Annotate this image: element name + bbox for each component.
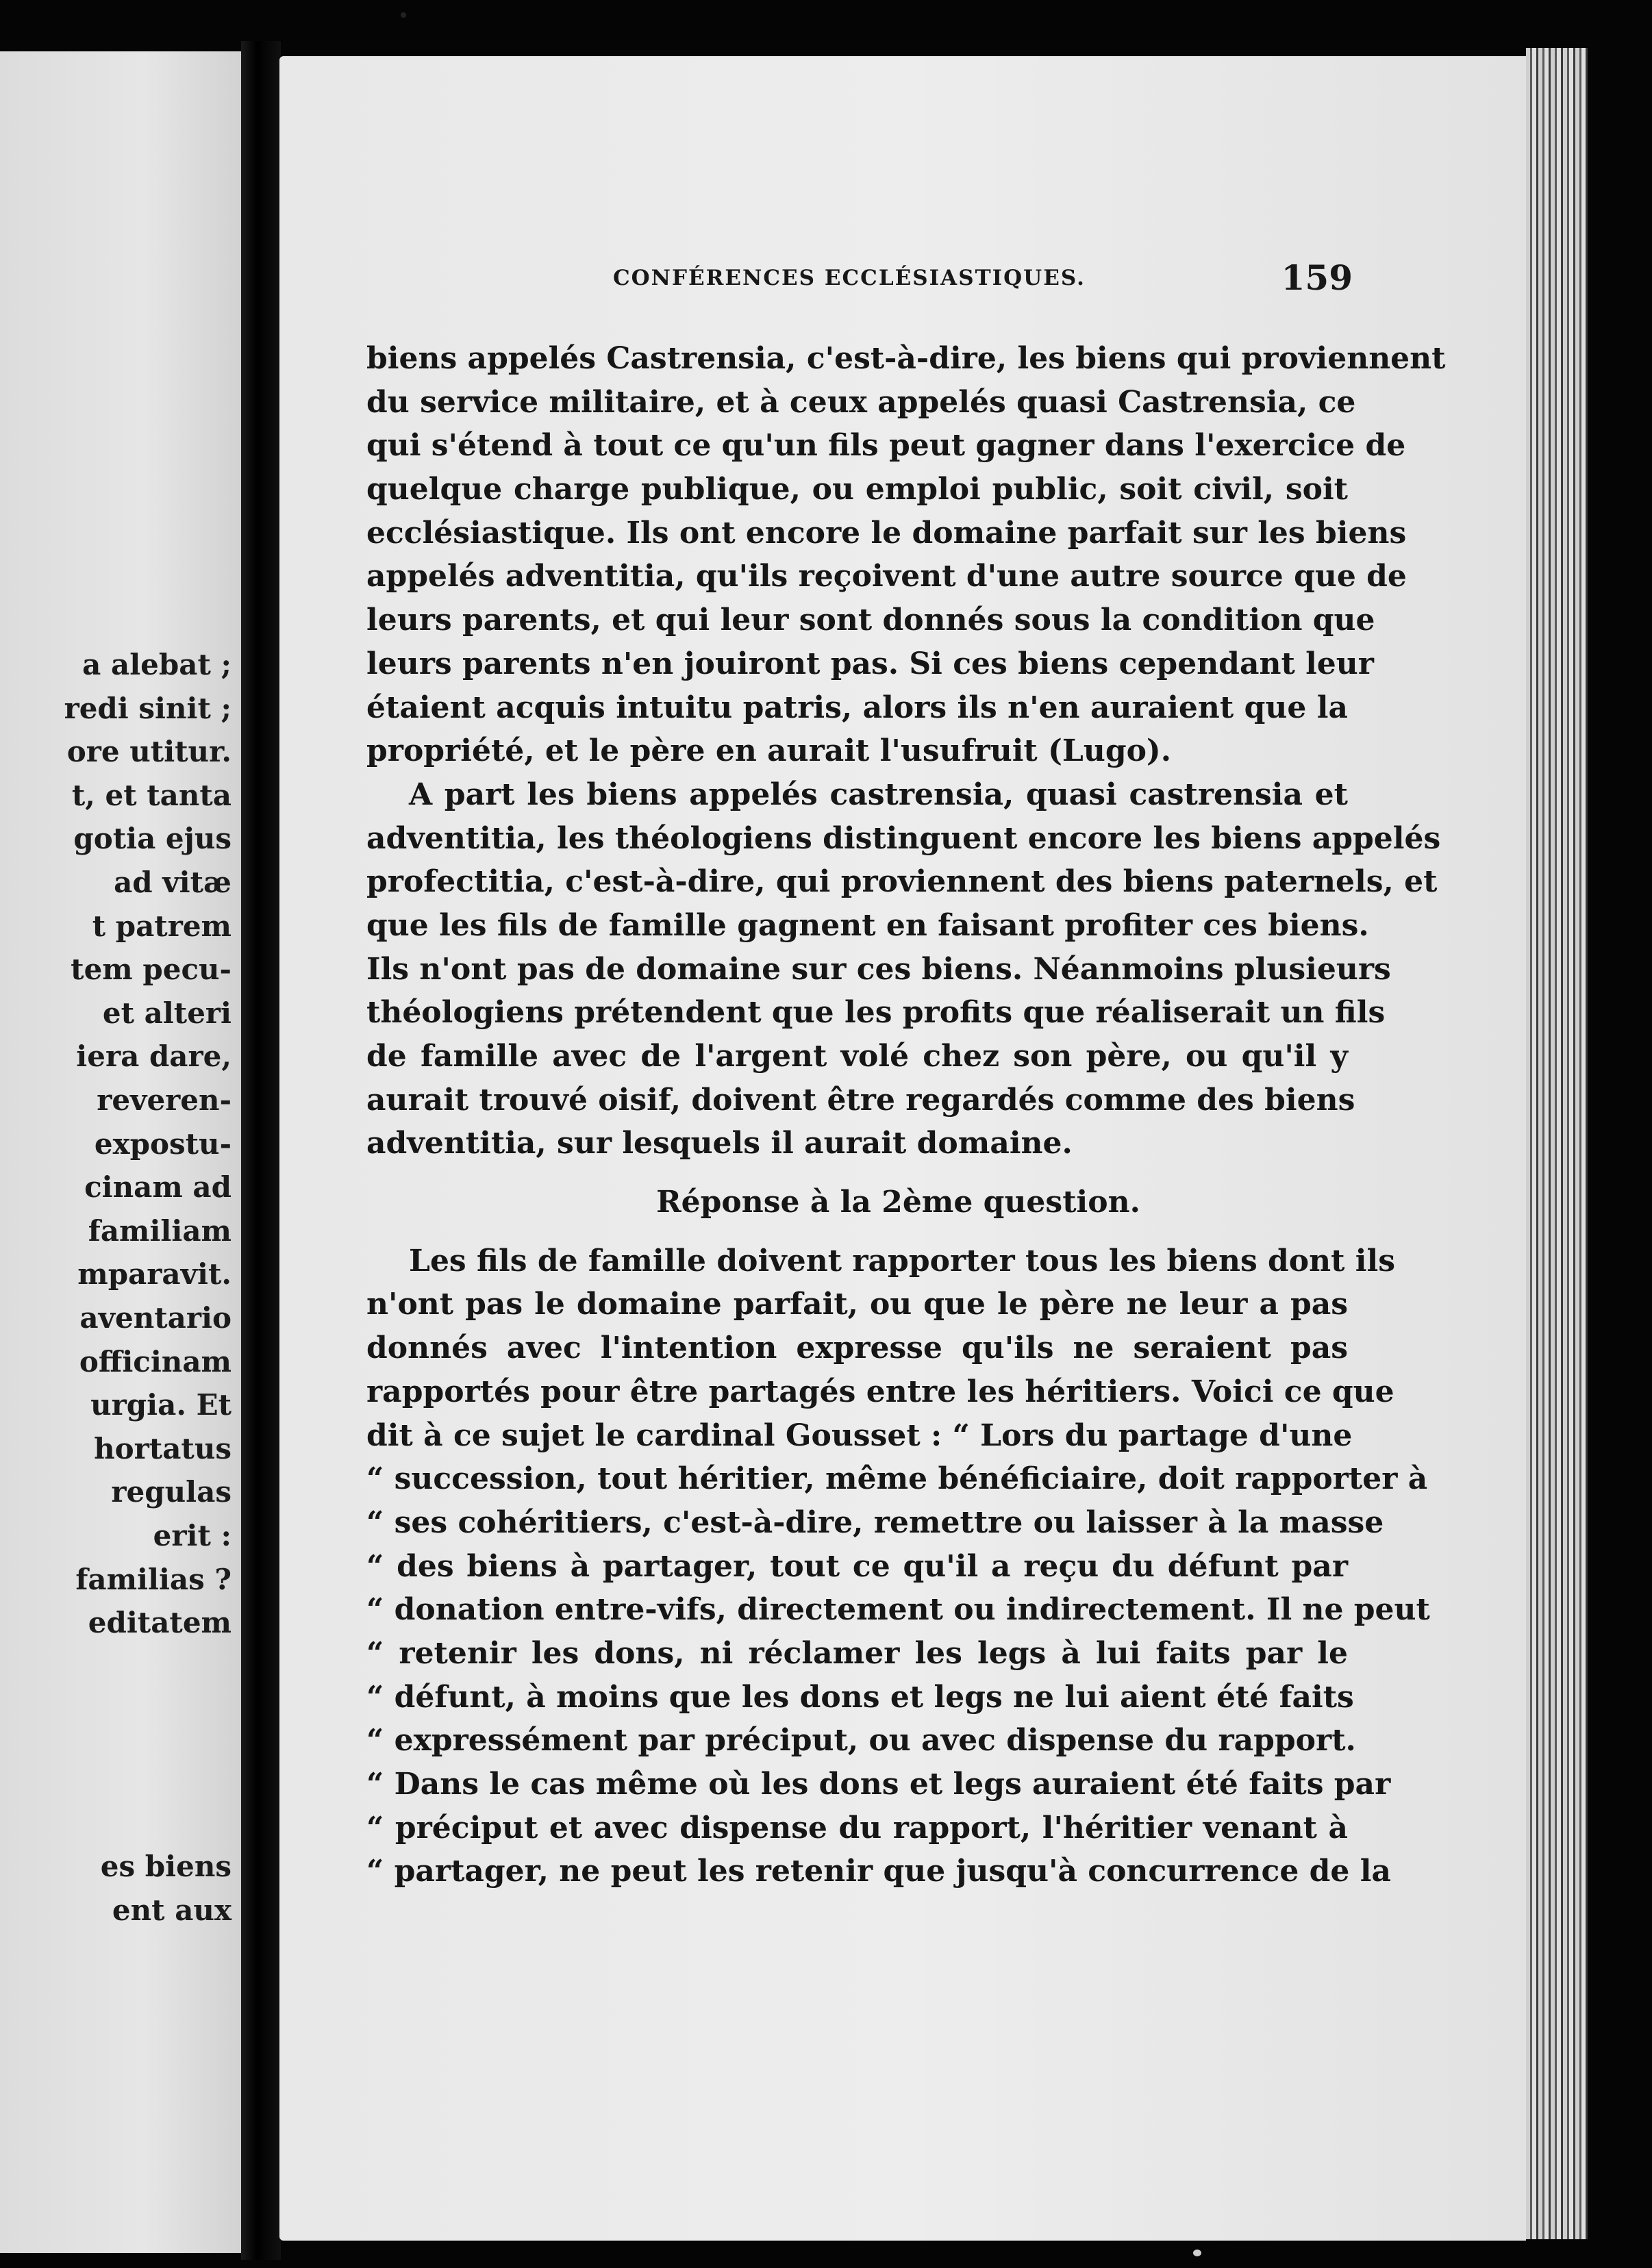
left-page-line: cinam ad [84,1170,231,1205]
body-line: Ils n'ont pas de domaine sur ces biens. Néanmoins plusieurs [366,951,1391,987]
left-page-line: a alebat ; [82,648,231,681]
body-line: “ préciput et avec dispense du rapport, l'héritier venant à [366,1810,1348,1845]
left-page-line: familias ? [75,1562,231,1596]
left-page-line: familiam [88,1213,231,1248]
body-line: adventitia, les théologiens distinguent encore les biens appelés [366,820,1441,856]
left-page-line: ent aux [112,1893,231,1927]
left-page-line: tem pecu- [71,953,231,987]
body-line: “ Dans le cas même où les dons et legs auraient été faits par [366,1767,1391,1802]
left-page-line: t, et tanta [71,778,231,812]
body-line: “ retenir les dons, ni réclamer les legs à lui faits par le [366,1635,1348,1671]
header-title: CONFÉRENCES ECCLÉSIASTIQUES. [613,266,1086,290]
body-text [366,337,1446,1893]
left-page-line: officinam [79,1344,231,1378]
body-line: appelés adventitia, qu'ils reçoivent d'une autre source que de [366,559,1407,594]
body-line: donnés avec l'intention expresse qu'ils ne seraient pas [366,1331,1348,1366]
body-line: biens appelés Castrensia, c'est-à-dire, les biens qui proviennent [366,341,1446,376]
body-line: aurait trouvé oisif, doivent être regardés comme des biens [366,1082,1355,1118]
body-line: n'ont pas le domaine parfait, ou que le père ne leur a pas [366,1287,1348,1322]
body-line: Les fils de famille doivent rapporter tous les biens dont ils [409,1243,1395,1278]
body-line: que les fils de famille gagnent en faisant profiter ces biens. [366,907,1369,943]
facing-page-left [0,51,241,2253]
left-page-line: redi sinit ; [64,691,231,725]
left-page-line: erit : [153,1519,231,1552]
left-page-line: es biens [100,1850,231,1883]
body-line: A part les biens appelés castrensia, quasi castrensia et [409,777,1348,812]
body-line: quelque charge publique, ou emploi public, soit civil, soit [366,472,1348,507]
left-page-line: iera dare, [76,1040,231,1074]
body-line: leurs parents n'en jouiront pas. Si ces biens cependant leur [366,646,1374,681]
body-line: “ expressément par préciput, ou avec dispense du rapport. [366,1723,1356,1759]
running-header [613,257,1353,301]
speck [401,12,406,18]
left-page-line: mparavit. [77,1257,231,1292]
left-page-line: reveren- [97,1083,231,1117]
body-line: “ partager, ne peut les retenir que jusqu'à concurrence de la [366,1854,1391,1889]
body-line: rapportés pour être partagés entre les héritiers. Voici ce que [366,1374,1394,1409]
left-page-line: t patrem [92,909,231,943]
body-line: du service militaire, et à ceux appelés quasi Castrensia, ce [366,384,1356,420]
body-line: ecclésiastique. Ils ont encore le domaine parfait sur les biens [366,515,1407,551]
body-line: dit à ce sujet le cardinal Gousset : “ Lors du partage d'une [366,1418,1353,1453]
left-page-line: ad vitæ [114,866,231,899]
body-line: profectitia, c'est-à-dire, qui proviennent des biens paternels, et [366,864,1438,900]
body-line: “ succession, tout héritier, même bénéficiaire, doit rapporter à [366,1461,1428,1497]
body-line: leurs parents, et qui leur sont donnés sous la condition que [366,603,1375,638]
left-page-line: aventario [79,1301,231,1335]
left-page-line: ore utitur. [66,735,231,769]
body-line: qui s'étend à tout ce qu'un fils peut gagner dans l'exercice de [366,428,1406,464]
page-edges [1526,48,1588,2239]
body-line: de famille avec de l'argent volé chez son père, ou qu'il y [366,1039,1348,1074]
spacer [366,1166,1348,1181]
left-page-line: hortatus [94,1431,231,1465]
book-gutter [241,41,281,2260]
body-line: théologiens prétendent que les profits que réaliserait un fils [366,995,1386,1031]
section-heading: Réponse à la 2ème question. [656,1185,1140,1220]
body-line: “ donation entre-vifs, directement ou indirectement. Il ne peut [366,1592,1430,1628]
left-page-line: expostu- [94,1126,231,1161]
left-page-line: regulas [111,1475,231,1509]
left-page-line: urgia. Et [90,1388,231,1422]
left-page-line: et alteri [102,996,231,1030]
body-line: propriété, et le père en aurait l'usufruit (Lugo). [366,733,1172,769]
speck [1193,2250,1201,2256]
body-line: “ des biens à partager, tout ce qu'il a reçu du défunt par [366,1548,1348,1584]
left-page-line: editatem [88,1606,231,1640]
body-line: étaient acquis intuitu patris, alors ils n'en auraient que la [366,690,1348,725]
body-line: adventitia, sur lesquels il aurait domaine. [366,1126,1073,1161]
page-number: 159 [1281,257,1353,298]
body-line: “ ses cohéritiers, c'est-à-dire, remettre ou laisser à la masse [366,1504,1384,1540]
spacer [366,1224,1348,1239]
left-page-line: gotia ejus [73,822,231,856]
body-line: “ défunt, à moins que les dons et legs ne lui aient été faits [366,1679,1354,1715]
